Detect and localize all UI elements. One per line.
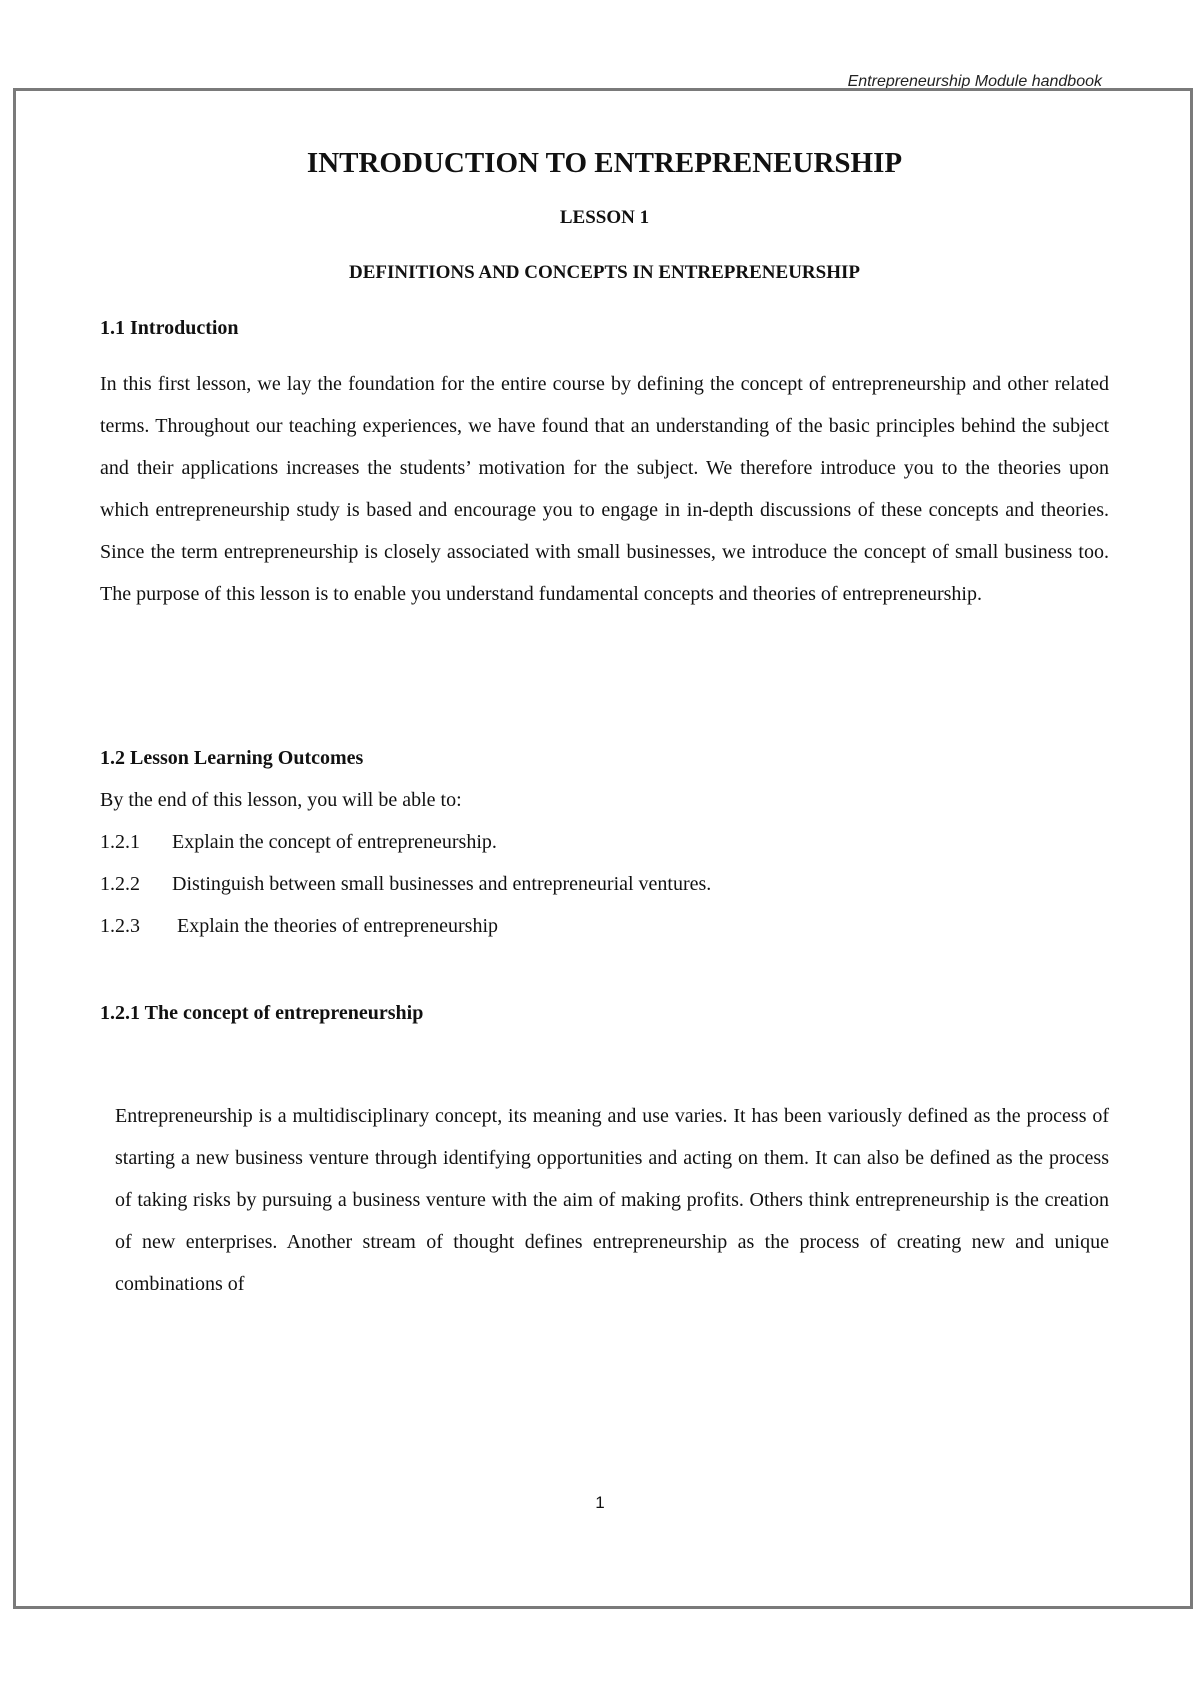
outcome-text: Explain the theories of entrepreneurship [172,915,498,937]
section-heading-concept: 1.2.1 The concept of entrepreneurship [100,1002,424,1024]
section-heading-introduction: 1.1 Introduction [100,317,239,339]
concept-paragraph: Entrepreneurship is a multidisciplinary concept, its meaning and use varies. It has been variously defined as the process of starting a new business venture through identifying opportunities and acting on them. It can also be defined as the process of taking risks by pursuing a business venture with the aim of making profits. Others think entrepreneurship is the creation of new enterprises. Another stream of thought defines entrepreneurship as the process of creating new and unique combinations of [115,1105,1109,1295]
outcome-text: Explain the concept of entrepreneurship. [172,831,497,853]
page-number: 1 [595,1493,605,1512]
running-header: Entrepreneurship Module handbook [847,73,1102,90]
outcomes-lead: By the end of this lesson, you will be able to: [100,789,462,811]
page-title: INTRODUCTION TO ENTREPRENEURSHIP [306,147,903,179]
lesson-label: LESSON 1 [559,207,650,228]
outcome-number: 1.2.1 [100,831,140,853]
outcome-item [100,829,497,855]
outcome-number: 1.2.2 [100,873,140,895]
outcome-item [100,871,711,897]
outcome-text: Distinguish between small businesses and entrepreneurial ventures. [172,873,712,895]
outcome-number: 1.2.3 [100,915,140,937]
introduction-paragraph: In this first lesson, we lay the foundation for the entire course by defining the concept of entrepreneurship and other related terms. Throughout our teaching experiences, we have found that an understanding of the basic principles behind the subject and their applications increases the students’ motivation for the subject. We therefore introduce you to the theories upon which entrepreneurship study is based and encourage you to engage in in-depth discussions of these concepts and theories. Since the term entrepreneurship is closely associated with small businesses, we introduce the concept of small business too. The purpose of this lesson is to enable you understand fundamental concepts and theories of entrepreneurship. [100,373,1109,605]
section-heading-outcomes: 1.2 Lesson Learning Outcomes [100,747,364,769]
outcome-item [100,913,498,939]
lesson-subtitle: DEFINITIONS AND CONCEPTS IN ENTREPRENEURSHIP [349,262,860,283]
